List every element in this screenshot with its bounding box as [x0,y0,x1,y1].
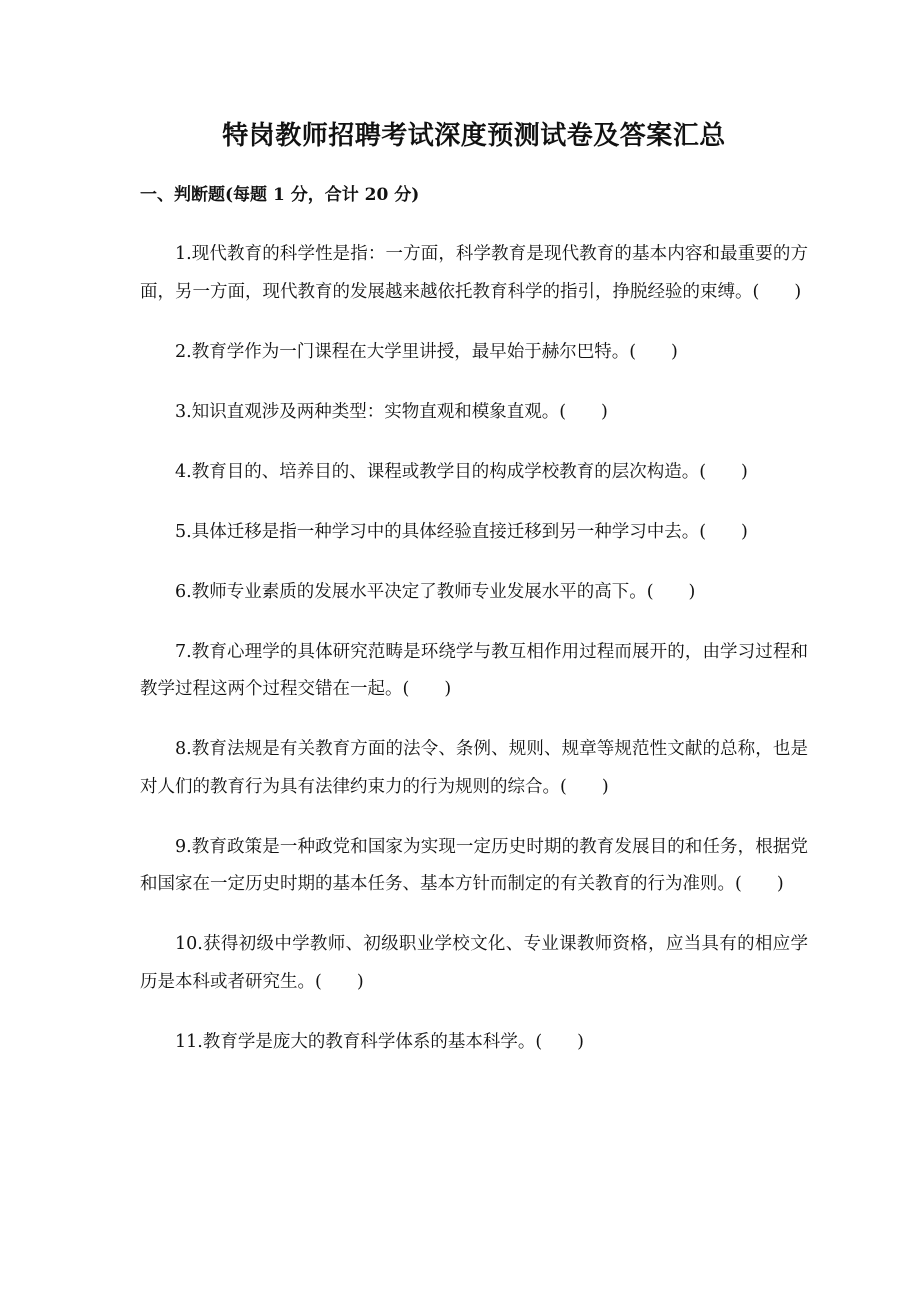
question-8: 8.教育法规是有关教育方面的法令、条例、规则、规章等规范性文献的总称，也是对人们的教育行为具有法律约束力的行为规则的综合。( ) [140,739,808,797]
question-3: 3.知识直观涉及两种类型：实物直观和模象直观。( ) [175,401,608,422]
question-9: 9.教育政策是一种政党和国家为实现一定历史时期的教育发展目的和任务，根据党和国家在一定历史时期的基本任务、基本方针而制定的有关教育的行为准则。( ) [140,836,808,894]
question-1: 1.现代教育的科学性是指：一方面，科学教育是现代教育的基本内容和最重要的方面，另一方面，现代教育的发展越来越依托教育科学的指引，挣脱经验的束缚。( ) [140,244,808,302]
question-10: 10.获得初级中学教师、初级职业学校文化、专业课教师资格，应当具有的相应学历是本科或者研究生。( ) [140,934,808,992]
question-11: 11.教育学是庞大的教育科学体系的基本科学。( ) [175,1031,584,1052]
document-page [140,116,808,1084]
section-heading: 一、判断题(每题 1 分，合计 20 分) [140,185,420,205]
question-6: 6.教师专业素质的发展水平决定了教师专业发展水平的高下。( ) [175,581,696,602]
question-4: 4.教育目的、培养目的、课程或教学目的构成学校教育的层次构造。( ) [175,461,748,482]
question-2: 2.教育学作为一门课程在大学里讲授，最早始于赫尔巴特。( ) [175,341,678,362]
document-title: 特岗教师招聘考试深度预测试卷及答案汇总 [222,121,726,151]
question-5: 5.具体迁移是指一种学习中的具体经验直接迁移到另一种学习中去。( ) [175,521,748,542]
question-7: 7.教育心理学的具体研究范畴是环绕学与教互相作用过程而展开的，由学习过程和教学过程这两个过程交错在一起。( ) [140,641,808,699]
